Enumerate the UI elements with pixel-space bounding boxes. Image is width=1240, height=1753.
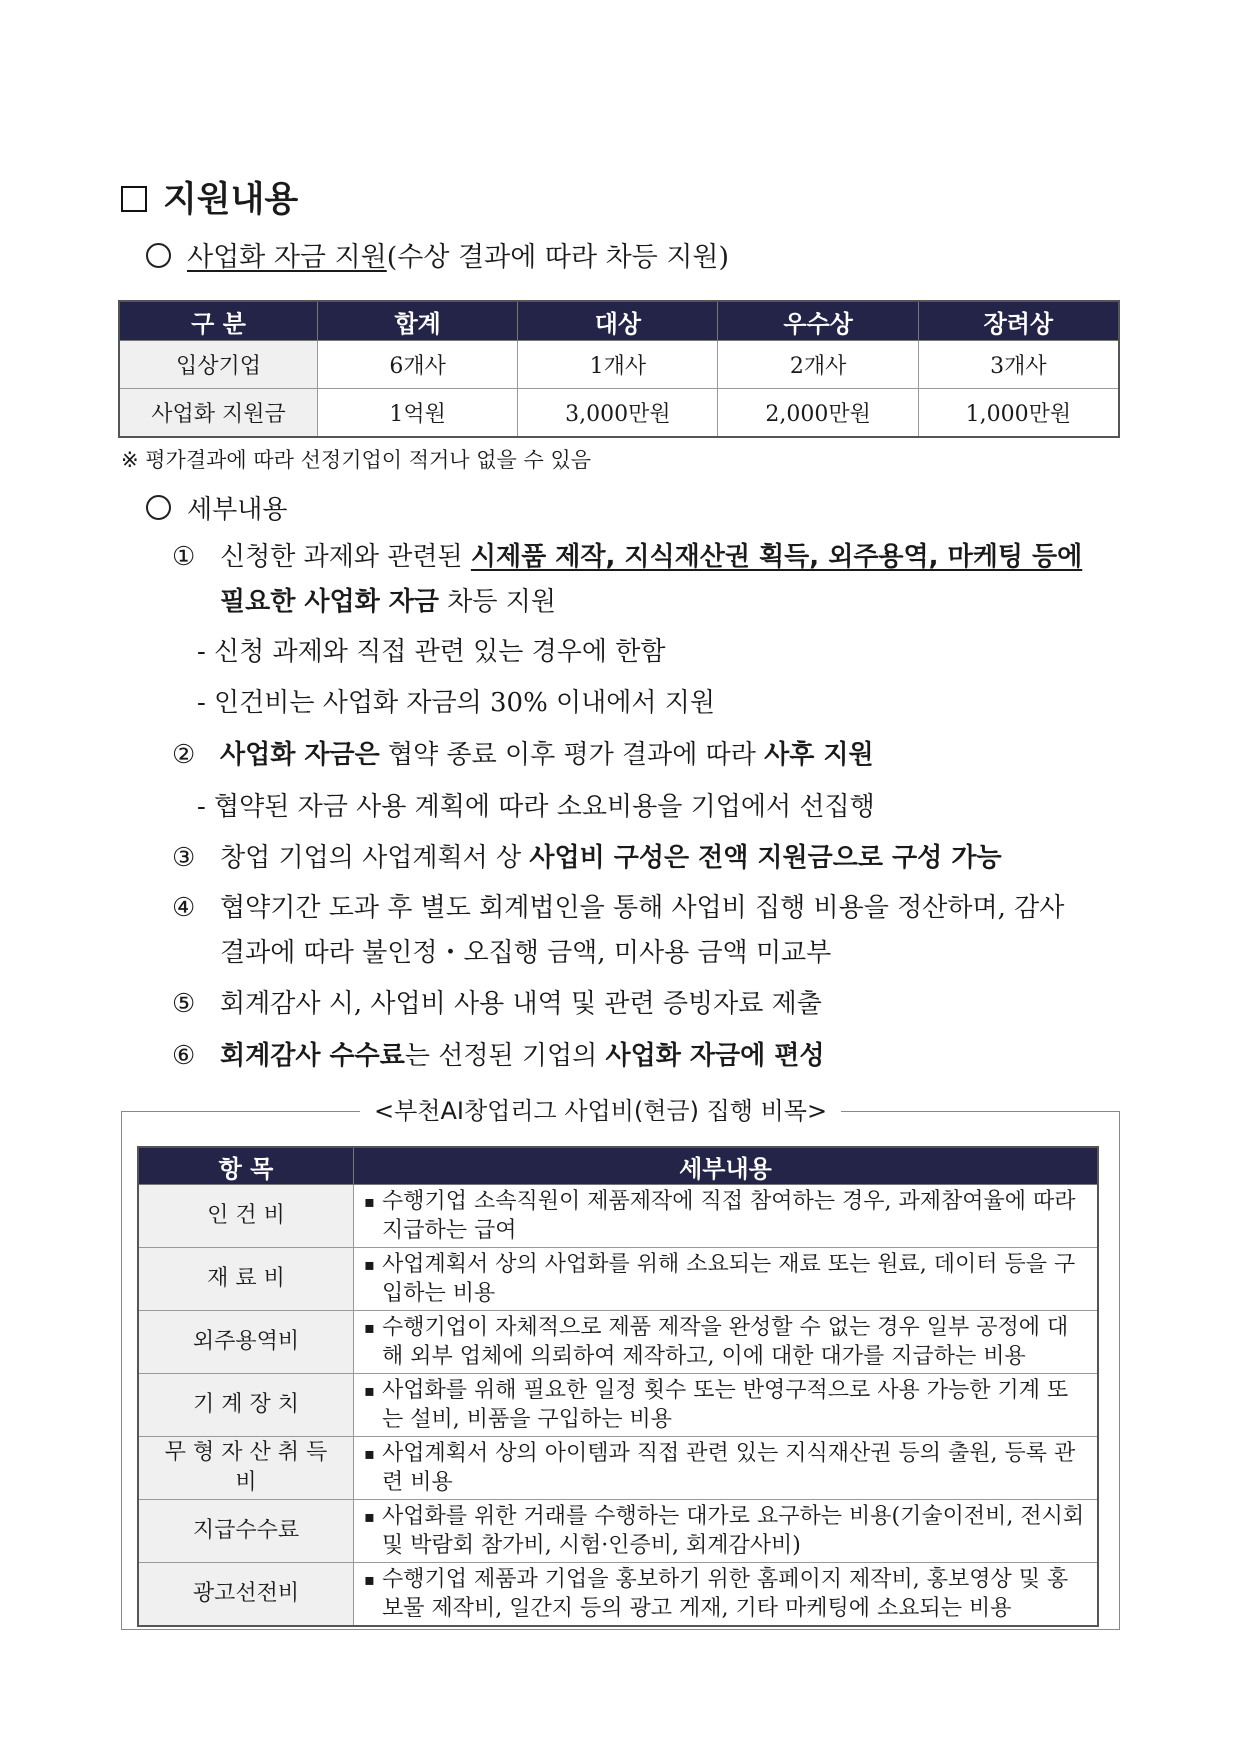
checkbox-square-icon [121, 186, 147, 212]
item-emphasis: 사업비 구성은 전액 지원금으로 구성 가능 [529, 843, 1002, 873]
square-bullet-icon: ▪ [364, 1570, 375, 1589]
table-row [138, 1248, 1098, 1311]
item-number: ② [172, 740, 196, 770]
circle-bullet-icon [146, 243, 171, 268]
cost-description: ▪ 사업계획서 상의 아이템과 직접 관련 있는 지식재산권 등의 출원, 등록 관련 비용 [354, 1437, 1099, 1500]
item-text: 신청한 과제와 관련된 [220, 542, 471, 572]
table-cell: 1,000만원 [918, 389, 1119, 438]
cost-description: ▪ 사업계획서 상의 사업화를 위해 소요되는 재료 또는 원료, 데이터 등을 구입하는 비용 [354, 1248, 1099, 1311]
cost-category: 외주용역비 [138, 1311, 354, 1374]
table-cell: 3개사 [918, 341, 1119, 389]
square-bullet-icon: ▪ [364, 1381, 375, 1400]
table-row [138, 1185, 1098, 1248]
item-text: 회계감사 시, 사업비 사용 내역 및 관련 증빙자료 제출 [220, 989, 822, 1019]
cost-description: ▪ 수행기업이 자체적으로 제품 제작을 완성할 수 없는 경우 일부 공정에 대해 외부 업체에 의뢰하여 제작하고, 이에 대한 대가를 지급하는 비용 [354, 1311, 1099, 1374]
award-table [118, 300, 1120, 438]
cost-table-header-row [138, 1147, 1098, 1185]
table-cell: 2,000만원 [718, 389, 918, 438]
section-title: 지원내용 [163, 180, 299, 220]
detail-item-3 [172, 836, 1002, 881]
detail-item-2 [172, 733, 874, 778]
award-header-total: 합계 [318, 301, 518, 341]
award-table-header-row [119, 301, 1119, 341]
detail-sub-item: - 협약된 자금 사용 계획에 따라 소요비용을 기업에서 선집행 [197, 792, 875, 822]
table-row [119, 389, 1119, 438]
item-number: ③ [172, 843, 196, 873]
table-cell: 2개사 [718, 341, 918, 389]
cost-description: ▪ 수행기업 소속직원이 제품제작에 직접 참여하는 경우, 과제참여율에 따라 지급하는 급여 [354, 1185, 1099, 1248]
cost-description: ▪ 수행기업 제품과 기업을 홍보하기 위한 홈페이지 제작비, 홍보영상 및 홍보물 제작비, 일간지 등의 광고 게재, 기타 마케팅에 소요되는 비용 [354, 1563, 1099, 1627]
square-bullet-icon: ▪ [364, 1444, 375, 1463]
detail-sub-item: - 인건비는 사업화 자금의 30% 이내에서 지원 [197, 688, 716, 718]
square-bullet-icon: ▪ [364, 1192, 375, 1211]
section-heading [121, 178, 298, 222]
table-row-label: 입상기업 [119, 341, 318, 389]
cost-category: 지급수수료 [138, 1500, 354, 1563]
table-cell: 3,000만원 [518, 389, 718, 438]
award-header-encouragement: 장려상 [918, 301, 1119, 341]
detail-item-6 [172, 1034, 825, 1079]
table-cell: 1개사 [518, 341, 718, 389]
subsection-title-note: (수상 결과에 따라 차등 지원) [386, 242, 730, 273]
detail-sub-item: - 신청 과제와 직접 관련 있는 경우에 한함 [197, 637, 666, 667]
cost-category: 무 형 자 산 취 득 비 [138, 1437, 354, 1500]
item-number: ⑥ [172, 1041, 196, 1071]
square-bullet-icon: ▪ [364, 1318, 375, 1337]
detail-item-4 [172, 886, 1064, 976]
item-text: 협약 종료 이후 평가 결과에 따라 [379, 740, 765, 770]
cost-header-item: 항 목 [138, 1147, 354, 1185]
item-number: ① [172, 542, 196, 572]
cost-category: 기 계 장 치 [138, 1374, 354, 1437]
award-header-category: 구 분 [119, 301, 318, 341]
table-row [138, 1563, 1098, 1627]
table-cell: 6개사 [318, 341, 518, 389]
item-text: 결과에 따라 불인정・오집행 금액, 미사용 금액 미교부 [220, 938, 832, 968]
subsection-title: 사업화 자금 지원 [187, 242, 387, 273]
table-row-label: 사업화 지원금 [119, 389, 318, 438]
cost-table [137, 1146, 1099, 1627]
item-number: ④ [172, 893, 196, 923]
item-text: 창업 기업의 사업계획서 상 [220, 843, 530, 873]
subsection-heading [146, 240, 729, 276]
item-text: 협약기간 도과 후 별도 회계법인을 통해 사업비 집행 비용을 정산하며, 감사 [220, 893, 1065, 923]
details-heading [146, 492, 287, 528]
detail-item-1 [172, 535, 1082, 625]
cost-description: ▪ 사업화를 위한 거래를 수행하는 대가로 요구하는 비용(기술이전비, 전시회 및 박람회 참가비, 시험·인증비, 회계감사비) [354, 1500, 1099, 1563]
item-number: ⑤ [172, 989, 196, 1019]
table-row [138, 1437, 1098, 1500]
cost-category: 광고선전비 [138, 1563, 354, 1627]
award-header-grand: 대상 [518, 301, 718, 341]
square-bullet-icon: ▪ [364, 1255, 375, 1274]
item-text: 차등 지원 [439, 587, 557, 617]
cost-header-detail: 세부내용 [354, 1147, 1099, 1185]
cost-category: 인 건 비 [138, 1185, 354, 1248]
table-cell: 1억원 [318, 389, 518, 438]
table-row [119, 341, 1119, 389]
circle-bullet-icon [146, 495, 171, 520]
table-row [138, 1500, 1098, 1563]
table-row [138, 1311, 1098, 1374]
item-emphasis: 사업화 자금은 [220, 740, 380, 770]
item-emphasis: 회계감사 수수료 [220, 1041, 405, 1071]
detail-item-5 [172, 982, 822, 1027]
cost-box-title: <부천AI창업리그 사업비(현금) 집행 비목> [360, 1093, 841, 1129]
award-note: ※ 평가결과에 따라 선정기업이 적거나 없을 수 있음 [121, 448, 592, 472]
item-emphasis: 사후 지원 [764, 740, 874, 770]
details-title: 세부내용 [187, 495, 288, 525]
item-emphasis: 필요한 사업화 자금 [220, 587, 440, 617]
cost-description: ▪ 사업화를 위해 필요한 일정 횟수 또는 반영구적으로 사용 가능한 기계 또는 설비, 비품을 구입하는 비용 [354, 1374, 1099, 1437]
item-emphasis: 시제품 제작, 지식재산권 획득, 외주용역, 마케팅 등에 [470, 542, 1083, 572]
square-bullet-icon: ▪ [364, 1507, 375, 1526]
cost-category: 재 료 비 [138, 1248, 354, 1311]
item-text: 는 선정된 기업의 [404, 1041, 606, 1071]
item-emphasis: 사업화 자금에 편성 [605, 1041, 825, 1071]
table-row [138, 1374, 1098, 1437]
award-header-excellence: 우수상 [718, 301, 918, 341]
